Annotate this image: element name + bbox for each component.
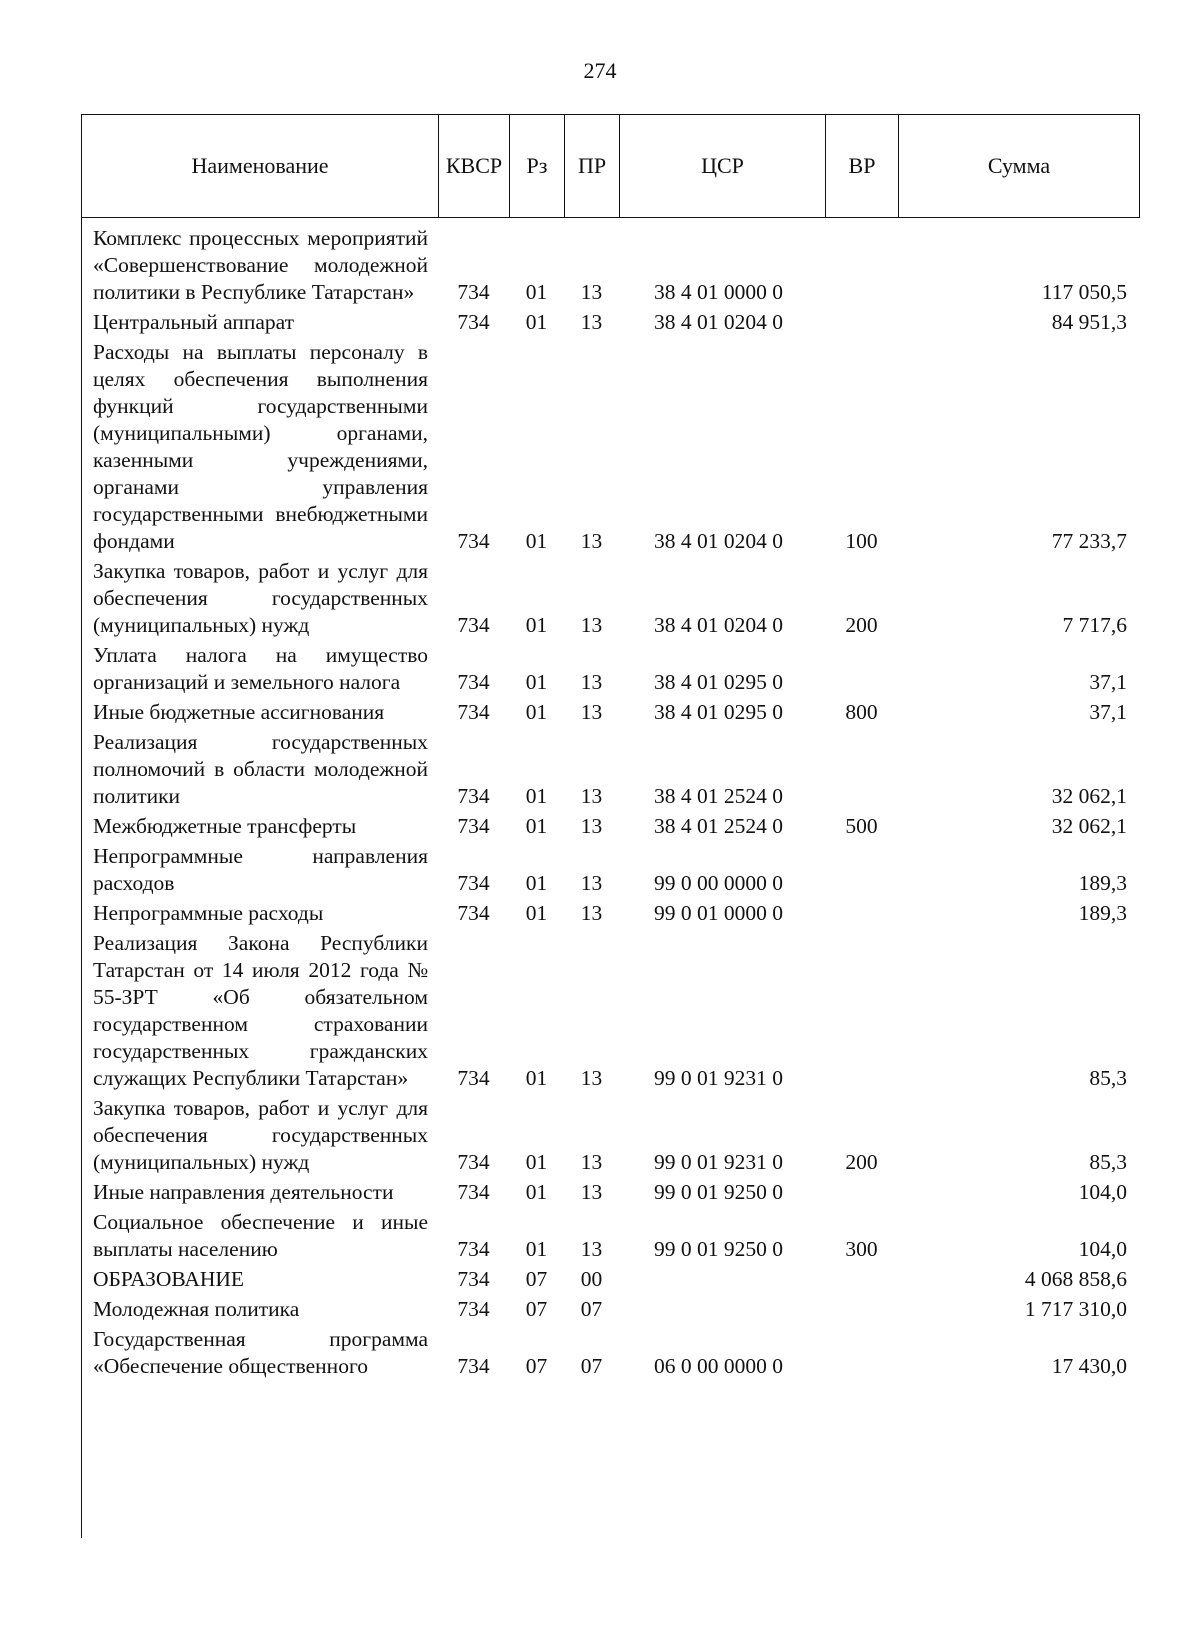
- cell-sum: 32 062,1: [1051, 814, 1127, 838]
- cell-name: Закупка товаров, работ и услуг для обеспечения государственных (муниципальных) нужд: [93, 559, 428, 637]
- cell-name: Центральный аппарат: [93, 310, 295, 334]
- table-row: [81, 810, 1139, 840]
- cell-csr: 06 0 00 0000 0: [654, 1354, 783, 1378]
- cell-rz: 01: [525, 1180, 548, 1204]
- table-row: [81, 555, 1139, 639]
- cell-name: Государственная программа «Обеспечение общественного: [93, 1327, 428, 1378]
- cell-sum: 85,3: [1089, 1066, 1127, 1090]
- cell-rz: 01: [525, 784, 548, 808]
- cell-csr: 38 4 01 0204 0: [654, 529, 783, 553]
- cell-name: Иные бюджетные ассигнования: [93, 700, 385, 724]
- cell-name: Непрограммные расходы: [93, 901, 324, 925]
- cell-pr: 13: [580, 814, 603, 838]
- cell-pr: 13: [580, 1237, 603, 1261]
- cell-sum: 32 062,1: [1051, 784, 1127, 808]
- cell-vr: [825, 222, 898, 306]
- cell-vr: 300: [845, 1237, 878, 1261]
- cell-sum: 84 951,3: [1051, 310, 1127, 334]
- cell-kvsr: 734: [457, 1180, 490, 1204]
- table-row: [81, 927, 1139, 1092]
- cell-kvsr: 734: [457, 1354, 490, 1378]
- cell-sum: 104,0: [1078, 1180, 1127, 1204]
- cell-rz: 01: [525, 901, 548, 925]
- cell-vr: [825, 897, 898, 927]
- cell-csr: 38 4 01 0204 0: [654, 613, 783, 637]
- cell-rz: 01: [525, 613, 548, 637]
- cell-vr: 100: [845, 529, 878, 553]
- cell-rz: 01: [525, 700, 548, 724]
- cell-csr: [619, 1263, 825, 1293]
- cell-vr: [825, 1263, 898, 1293]
- cell-kvsr: 734: [457, 1150, 490, 1174]
- cell-csr: 99 0 01 9231 0: [654, 1150, 783, 1174]
- cell-csr: 38 4 01 0295 0: [654, 670, 783, 694]
- table-row: [81, 696, 1139, 726]
- cell-sum: 189,3: [1078, 871, 1127, 895]
- cell-vr: [825, 639, 898, 696]
- cell-sum: 85,3: [1089, 1150, 1127, 1174]
- cell-kvsr: 734: [457, 670, 490, 694]
- table-row: [81, 1206, 1139, 1263]
- cell-name: Иные направления деятельности: [93, 1180, 394, 1204]
- cell-csr: 38 4 01 0295 0: [654, 700, 783, 724]
- cell-pr: 13: [580, 901, 603, 925]
- cell-pr: 13: [580, 310, 603, 334]
- cell-pr: 13: [580, 1066, 603, 1090]
- cell-sum: 1 717 310,0: [1024, 1297, 1127, 1321]
- cell-vr: [825, 1293, 898, 1323]
- cell-kvsr: 734: [457, 784, 490, 808]
- cell-pr: 13: [580, 1180, 603, 1204]
- cell-pr: 13: [580, 280, 603, 304]
- cell-pr: 13: [580, 613, 603, 637]
- cell-pr: 13: [580, 529, 603, 553]
- table-row: [81, 840, 1139, 897]
- cell-name: Уплата налога на имущество организаций и земельного налога: [93, 643, 428, 694]
- cell-kvsr: 734: [457, 529, 490, 553]
- cell-rz: 01: [525, 310, 548, 334]
- cell-vr: 200: [845, 613, 878, 637]
- cell-csr: 99 0 00 0000 0: [654, 871, 783, 895]
- table-row: [81, 1176, 1139, 1206]
- cell-name: Комплекс процессных мероприятий «Совершенствование молодежной политики в Республике Татарстан»: [93, 226, 428, 304]
- cell-vr: [825, 927, 898, 1092]
- cell-sum: 7 717,6: [1062, 613, 1127, 637]
- cell-name: Молодежная политика: [93, 1297, 300, 1321]
- cell-pr: 13: [580, 700, 603, 724]
- cell-kvsr: 734: [457, 310, 490, 334]
- table-row: [81, 1263, 1139, 1293]
- cell-sum: 104,0: [1078, 1237, 1127, 1261]
- header-kvsr: КВСР: [439, 115, 510, 218]
- table-body: [81, 222, 1139, 1380]
- cell-sum: 117 050,5: [1041, 280, 1127, 304]
- table-row: [81, 726, 1139, 810]
- header-name: Наименование: [82, 115, 439, 218]
- table-row: [81, 897, 1139, 927]
- cell-vr: 500: [845, 814, 878, 838]
- cell-sum: 189,3: [1078, 901, 1127, 925]
- cell-rz: 01: [525, 871, 548, 895]
- cell-pr: 07: [580, 1297, 603, 1321]
- header-rz: Рз: [510, 115, 565, 218]
- cell-rz: 07: [525, 1354, 548, 1378]
- cell-vr: 200: [845, 1150, 878, 1174]
- cell-pr: 13: [580, 670, 603, 694]
- cell-kvsr: 734: [457, 613, 490, 637]
- cell-csr: 38 4 01 2524 0: [654, 814, 783, 838]
- cell-kvsr: 734: [457, 280, 490, 304]
- header-vr: ВР: [826, 115, 899, 218]
- cell-csr: 38 4 01 2524 0: [654, 784, 783, 808]
- cell-vr: 800: [845, 700, 878, 724]
- cell-name: Реализация государственных полномочий в области молодежной политики: [93, 730, 428, 808]
- cell-vr: [825, 726, 898, 810]
- table-row: [81, 1323, 1139, 1380]
- cell-vr: [825, 840, 898, 897]
- cell-csr: 99 0 01 0000 0: [654, 901, 783, 925]
- cell-rz: 01: [525, 670, 548, 694]
- cell-rz: 01: [525, 1150, 548, 1174]
- cell-pr: 07: [580, 1354, 603, 1378]
- cell-rz: 07: [525, 1267, 548, 1291]
- cell-pr: 00: [580, 1267, 603, 1291]
- cell-pr: 13: [580, 1150, 603, 1174]
- cell-vr: [825, 306, 898, 336]
- cell-vr: [825, 1176, 898, 1206]
- cell-kvsr: 734: [457, 1267, 490, 1291]
- cell-rz: 01: [525, 1066, 548, 1090]
- cell-sum: 37,1: [1089, 700, 1127, 724]
- table-row: [81, 222, 1139, 306]
- cell-csr: 99 0 01 9250 0: [654, 1180, 783, 1204]
- cell-name: Межбюджетные трансферты: [93, 814, 357, 838]
- header-sum: Сумма: [899, 115, 1140, 218]
- table-row: [81, 306, 1139, 336]
- cell-kvsr: 734: [457, 1297, 490, 1321]
- cell-csr: 99 0 01 9231 0: [654, 1066, 783, 1090]
- cell-csr: 38 4 01 0000 0: [654, 280, 783, 304]
- cell-csr: 38 4 01 0204 0: [654, 310, 783, 334]
- cell-sum: 17 430,0: [1051, 1354, 1127, 1378]
- cell-rz: 07: [525, 1297, 548, 1321]
- cell-name: ОБРАЗОВАНИЕ: [93, 1267, 245, 1291]
- cell-name: Непрограммные направления расходов: [93, 844, 428, 895]
- table-row: [81, 639, 1139, 696]
- cell-vr: [825, 1323, 898, 1380]
- cell-name: Закупка товаров, работ и услуг для обеспечения государственных (муниципальных) нужд: [93, 1096, 428, 1174]
- cell-pr: 13: [580, 784, 603, 808]
- cell-sum: 37,1: [1089, 670, 1127, 694]
- cell-rz: 01: [525, 814, 548, 838]
- cell-kvsr: 734: [457, 1237, 490, 1261]
- cell-sum: 4 068 858,6: [1024, 1267, 1127, 1291]
- cell-kvsr: 734: [457, 901, 490, 925]
- table-row: [81, 1293, 1139, 1323]
- cell-kvsr: 734: [457, 1066, 490, 1090]
- table-header: [81, 114, 1140, 218]
- header-csr: ЦСР: [620, 115, 826, 218]
- cell-rz: 01: [525, 1237, 548, 1261]
- cell-csr: [619, 1293, 825, 1323]
- page-number: 274: [583, 58, 617, 83]
- table-row: [81, 336, 1139, 555]
- cell-kvsr: 734: [457, 814, 490, 838]
- cell-pr: 13: [580, 871, 603, 895]
- cell-name: Социальное обеспечение и иные выплаты населению: [93, 1210, 428, 1261]
- cell-kvsr: 734: [457, 700, 490, 724]
- cell-kvsr: 734: [457, 871, 490, 895]
- budget-table: [81, 222, 1139, 1380]
- cell-csr: 99 0 01 9250 0: [654, 1237, 783, 1261]
- table-row: [81, 1092, 1139, 1176]
- cell-sum: 77 233,7: [1051, 529, 1127, 553]
- cell-name: Реализация Закона Республики Татарстан от 14 июля 2012 года № 55-ЗРТ «Об обязательном государственном страховании государственных гражданских служащих Республики Татарстан»: [93, 931, 428, 1090]
- header-pr: ПР: [565, 115, 620, 218]
- cell-name: Расходы на выплаты персоналу в целях обеспечения выполнения функций государственными (муниципальными) органами, казенными учреждениями, органами управления государственными внебюджетными фондами: [93, 340, 428, 553]
- cell-rz: 01: [525, 280, 548, 304]
- cell-rz: 01: [525, 529, 548, 553]
